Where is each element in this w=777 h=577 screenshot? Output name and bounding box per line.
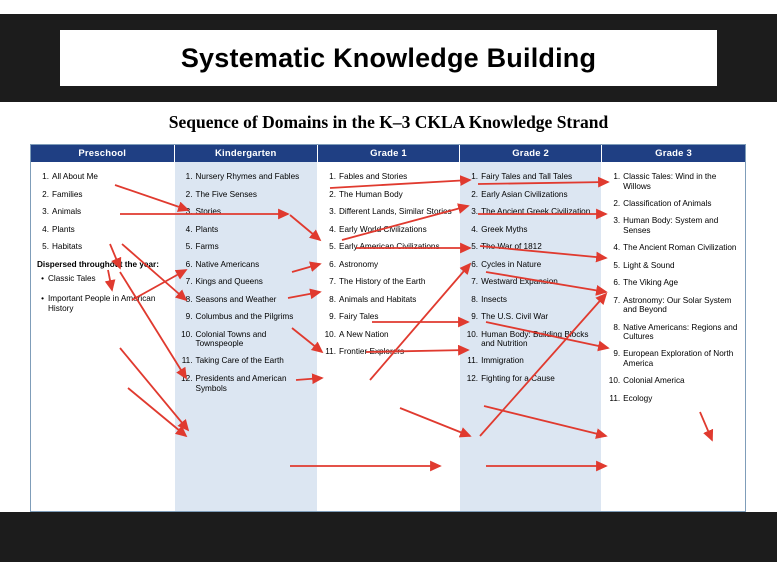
list-item xyxy=(37,242,168,252)
item-number: 4. xyxy=(613,243,621,253)
item-number: 7. xyxy=(613,295,621,305)
item-label: Human Body: Building Blocks and Nutrition xyxy=(481,329,589,349)
item-number: 10. xyxy=(324,329,336,339)
list-item xyxy=(608,394,739,404)
item-label: Presidents and American Symbols xyxy=(195,373,287,393)
item-number: 2. xyxy=(42,189,49,199)
item-label: Classic Tales: Wind in the Willows xyxy=(623,172,717,191)
column-grade-3 xyxy=(602,145,745,511)
item-number: 4. xyxy=(471,224,479,234)
item-number: 4. xyxy=(185,224,193,234)
list-item xyxy=(324,295,453,305)
item-label: Columbus and the Pilgrims xyxy=(195,312,294,321)
list-item xyxy=(37,190,168,200)
item-label: The History of the Earth xyxy=(339,277,426,286)
column-preschool xyxy=(31,145,175,511)
item-label: Seasons and Weather xyxy=(195,294,277,304)
list-item xyxy=(466,260,595,270)
list-item xyxy=(181,225,312,235)
item-number: 11. xyxy=(181,356,193,366)
list-item xyxy=(181,277,312,287)
item-label: Early World Civilizations xyxy=(339,224,427,234)
item-label: The U.S. Civil War xyxy=(481,312,549,321)
item-label: Nursery Rhymes and Fables xyxy=(195,172,300,181)
item-number: 5. xyxy=(613,260,621,270)
item-number: 10. xyxy=(181,329,193,339)
item-label: Westward Expansion xyxy=(481,277,558,286)
list-item xyxy=(608,296,739,315)
item-number: 1. xyxy=(613,172,621,181)
list-item xyxy=(181,374,312,393)
item-number: 2. xyxy=(471,189,479,199)
list-item xyxy=(181,242,312,252)
column-grade-1 xyxy=(318,145,460,511)
item-label: Human Body: System and Senses xyxy=(623,216,719,236)
list-item xyxy=(608,243,739,253)
column-body-grade-1 xyxy=(318,162,459,369)
list-item xyxy=(466,225,595,235)
list-item xyxy=(608,278,739,288)
domain-sequence-table xyxy=(30,144,746,512)
list-item-bullet xyxy=(37,274,168,284)
list-item xyxy=(181,295,312,305)
item-label: Ecology xyxy=(623,393,653,403)
item-label: Frontier Explorers xyxy=(339,347,405,356)
list-item xyxy=(181,356,312,366)
list-item xyxy=(181,172,312,182)
item-number: 4. xyxy=(329,224,336,234)
list-item xyxy=(608,216,739,235)
column-kindergarten xyxy=(175,145,319,511)
item-label: Kings and Queens xyxy=(195,277,263,286)
item-number: 9. xyxy=(471,312,479,321)
item-label: The Human Body xyxy=(339,189,403,199)
list-item xyxy=(324,172,453,182)
item-label: Immigration xyxy=(481,356,524,366)
list-item xyxy=(324,225,453,235)
bullet-icon: • xyxy=(41,274,44,284)
item-label: Animals and Habitats xyxy=(339,294,417,304)
column-grade-2 xyxy=(460,145,602,511)
list-item xyxy=(181,330,312,349)
item-label: Native Americans xyxy=(195,259,260,269)
item-number: 2. xyxy=(185,189,193,199)
bottom-banner xyxy=(0,512,777,562)
item-number: 6. xyxy=(471,259,479,269)
item-label: Animals xyxy=(52,207,82,216)
column-body-grade-2 xyxy=(460,162,601,395)
list-item xyxy=(466,295,595,305)
subtitle: Sequence of Domains in the K–3 CKLA Knowledge Strand xyxy=(168,112,609,132)
list-item xyxy=(324,277,453,287)
list-item xyxy=(466,277,595,287)
list-item xyxy=(181,207,312,217)
item-label: Taking Care of the Earth xyxy=(195,356,284,366)
column-header-kindergarten: Kindergarten xyxy=(175,145,318,162)
item-label: Colonial America xyxy=(623,376,685,386)
item-number: 6. xyxy=(329,259,336,269)
list-item xyxy=(466,190,595,200)
item-number: 10. xyxy=(608,376,621,386)
list-item xyxy=(466,374,595,384)
item-number: 12. xyxy=(466,373,479,383)
list-item xyxy=(608,323,739,342)
list-item xyxy=(466,242,595,252)
column-header-grade-2: Grade 2 xyxy=(460,145,601,162)
column-header-grade-3: Grade 3 xyxy=(602,145,745,162)
list-item xyxy=(324,190,453,200)
item-label: Habitats xyxy=(52,242,83,251)
item-number: 4. xyxy=(42,224,49,234)
item-number: 1. xyxy=(471,172,479,181)
item-label: The Ancient Greek Civilization xyxy=(481,207,591,216)
bullet-label: Classic Tales xyxy=(48,274,96,284)
list-item xyxy=(181,260,312,270)
list-item xyxy=(324,312,453,322)
list-item xyxy=(466,172,595,182)
item-label: The Viking Age xyxy=(623,278,679,288)
item-number: 8. xyxy=(329,294,336,304)
item-label: Fables and Stories xyxy=(339,172,408,181)
bullet-icon: • xyxy=(41,293,44,303)
item-label: Farms xyxy=(195,242,219,251)
item-number: 10. xyxy=(466,329,479,339)
item-label: Different Lands, Similar Stories xyxy=(339,207,452,216)
item-number: 7. xyxy=(185,277,193,286)
item-number: 3. xyxy=(42,207,49,216)
bullet-label: Important People in American History xyxy=(48,293,156,313)
dispersed-note-heading: Dispersed throughout the year: xyxy=(37,259,159,269)
list-item xyxy=(466,312,595,322)
item-label: Insects xyxy=(481,294,508,304)
item-label: Light & Sound xyxy=(623,260,675,270)
item-label: Fairy Tales and Tall Tales xyxy=(481,172,573,181)
column-body-kindergarten xyxy=(175,162,318,405)
item-label: Classification of Animals xyxy=(623,198,712,208)
item-label: Native Americans: Regions and Cultures xyxy=(623,322,738,342)
item-number: 8. xyxy=(185,294,193,304)
title-box xyxy=(60,30,717,86)
item-number: 1. xyxy=(329,172,336,181)
item-number: 1. xyxy=(185,172,193,181)
list-item xyxy=(324,347,453,357)
item-number: 5. xyxy=(185,242,193,251)
list-item xyxy=(37,172,168,182)
list-item xyxy=(466,207,595,217)
item-label: European Exploration of North America xyxy=(623,349,734,369)
item-number: 3. xyxy=(471,207,479,216)
list-item-bullet xyxy=(37,294,168,313)
item-number: 9. xyxy=(329,312,336,321)
column-header-grade-1: Grade 1 xyxy=(318,145,459,162)
list-item xyxy=(37,225,168,235)
column-body-preschool xyxy=(31,162,174,327)
item-label: Plants xyxy=(52,224,75,234)
item-label: The War of 1812 xyxy=(481,242,542,251)
page-title: Systematic Knowledge Building xyxy=(180,42,597,73)
item-label: A New Nation xyxy=(339,329,389,339)
item-label: Stories xyxy=(195,207,221,216)
list-item xyxy=(324,242,453,252)
item-number: 11. xyxy=(325,347,336,356)
item-number: 9. xyxy=(185,312,193,321)
item-label: Astronomy: Our Solar System and Beyond xyxy=(623,295,732,315)
list-item xyxy=(608,376,739,386)
list-item xyxy=(608,172,739,191)
list-item xyxy=(324,330,453,340)
list-item xyxy=(608,199,739,209)
column-header-preschool: Preschool xyxy=(31,145,174,162)
list-item xyxy=(324,260,453,270)
item-number: 12. xyxy=(181,373,193,383)
item-number: 11. xyxy=(609,393,621,403)
item-number: 3. xyxy=(613,216,621,226)
item-number: 7. xyxy=(471,277,479,286)
list-item xyxy=(466,330,595,349)
item-number: 8. xyxy=(613,322,621,332)
item-number: 5. xyxy=(42,242,49,251)
item-number: 6. xyxy=(185,259,193,269)
item-number: 2. xyxy=(613,198,621,208)
item-label: Early American Civilizations xyxy=(339,242,440,251)
item-number: 5. xyxy=(329,242,336,251)
item-label: The Five Senses xyxy=(195,189,257,199)
list-item xyxy=(466,356,595,366)
item-number: 2. xyxy=(329,189,336,199)
item-label: Cycles in Nature xyxy=(481,259,542,269)
list-item xyxy=(181,312,312,322)
list-item xyxy=(608,261,739,271)
list-item xyxy=(608,349,739,368)
item-number: 8. xyxy=(471,294,479,304)
item-label: Plants xyxy=(195,224,219,234)
item-number: 3. xyxy=(185,207,193,216)
item-label: Greek Myths xyxy=(481,224,528,234)
list-item xyxy=(37,207,168,217)
item-number: 6. xyxy=(613,278,621,288)
item-number: 11. xyxy=(467,356,479,366)
item-label: Fighting for a Cause xyxy=(481,373,555,383)
item-number: 5. xyxy=(471,242,479,251)
item-label: Fairy Tales xyxy=(339,312,379,321)
item-label: Astronomy xyxy=(339,259,379,269)
item-label: Colonial Towns and Townspeople xyxy=(195,329,267,349)
list-item xyxy=(181,190,312,200)
item-number: 3. xyxy=(329,207,336,216)
item-number: 7. xyxy=(329,277,336,286)
item-label: Early Asian Civilizations xyxy=(481,189,568,199)
item-number: 9. xyxy=(613,349,621,359)
item-label: Families xyxy=(52,189,83,199)
list-item xyxy=(324,207,453,217)
column-body-grade-3 xyxy=(602,162,745,415)
item-number: 1. xyxy=(42,172,49,181)
item-label: All About Me xyxy=(52,172,98,181)
item-label: The Ancient Roman Civilization xyxy=(623,243,737,253)
